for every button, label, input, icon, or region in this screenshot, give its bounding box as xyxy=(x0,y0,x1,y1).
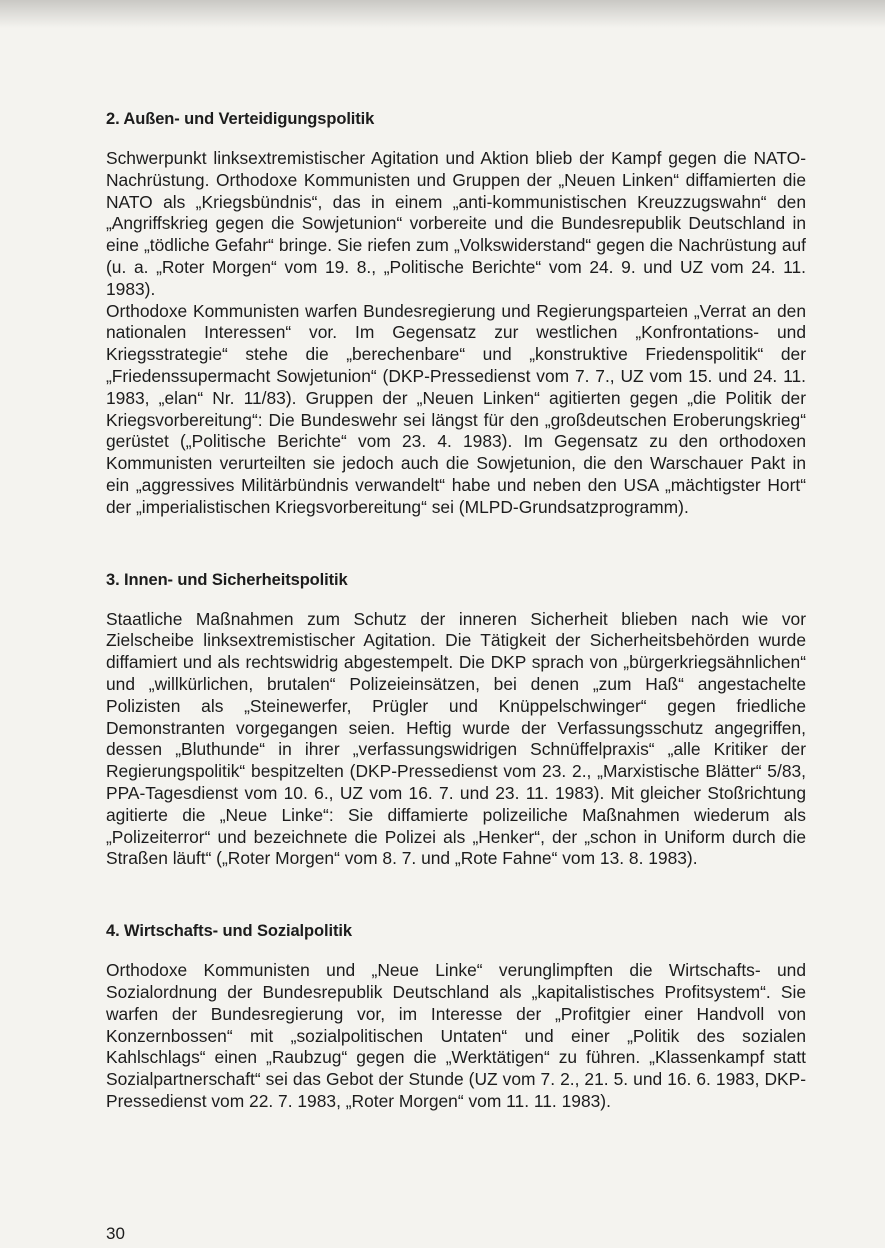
section-economic-social-policy xyxy=(106,920,806,1113)
paragraph: Staatliche Maßnahmen zum Schutz der inneren Sicherheit blieben nach wie vor Zielscheibe linksextremistischer Agitation. Die Tätigkeit der Sicherheitsbehörden wurde diffamiert und als rechtswidrig abgestempelt. Die DKP sprach von „bürgerkriegsähnlichen“ und „willkürlichen, brutalen“ Polizeieinsätzen, bei denen „zum Haß“ angestachelte Polizisten als „Steinewerfer, Prügler und Knüppelschwinger“ gegen friedliche Demonstranten vorgegangen seien. Heftig wurde der Verfassungsschutz angegriffen, dessen „Bluthunde“ in ihrer „verfassungswidrigen Schnüffelpraxis“ „alle Kritiker der Regierungspolitik“ bespitzelten (DKP-Pressedienst vom 23. 2., „Marxistische Blätter“ 5/83, PPA-Tagesdienst vom 10. 6., UZ vom 16. 7. und 23. 11. 1983). Mit gleicher Stoßrichtung agitierte die „Neue Linke“: Sie diffamierte polizeiliche Maßnahmen wiederum als „Polizeiterror“ und bezeichnete die Polizei als „Henker“, der „schon in Uniform durch die Straßen läuft“ („Roter Morgen“ vom 8. 7. und „Rote Fahne“ vom 13. 8. 1983). xyxy=(106,608,806,869)
document-page xyxy=(106,108,806,1113)
section-heading: 2. Außen- und Verteidigungspolitik xyxy=(106,110,375,128)
scan-top-edge xyxy=(0,0,885,28)
section-heading: 4. Wirtschafts- und Sozialpolitik xyxy=(106,922,352,941)
paragraph: Schwerpunkt linksextremistischer Agitation und Aktion blieb der Kampf gegen die NATO-Nachrüstung. Orthodoxe Kommunisten und Gruppen der „Neuen Linken“ diffamierten die NATO als „Kriegsbündnis“, das in einem „anti-kommunistischen Kreuzzugswahn“ den „Angriffskrieg gegen die Sowjetunion“ vorbereite und die Bundesrepublik Deutschland in eine „tödliche Gefahr“ bringe. Sie riefen zum „Volkswiderstand“ gegen die Nachrüstung auf (u. a. „Roter Morgen“ vom 19. 8., „Politische Berichte“ vom 24. 9. und UZ vom 24. 11. 1983). xyxy=(106,148,806,299)
page-number: 30 xyxy=(106,1224,125,1243)
section-interior-security-policy xyxy=(106,569,806,871)
paragraph: Orthodoxe Kommunisten warfen Bundesregierung und Regierungsparteien „Verrat an den nationalen Interessen“ vor. Im Gegensatz zur westlichen „Konfrontations- und Kriegsstrategie“ stehe die „berechenbare“ und „konstruktive Friedenspolitik“ der „Friedenssupermacht Sowjetunion“ (DKP-Pressedienst vom 7. 7., UZ vom 15. und 24. 11. 1983, „elan“ Nr. 11/83). Gruppen der „Neuen Linken“ agitierten gegen „die Politik der Kriegsvorbereitung“: Die Bundeswehr sei längst für den „großdeutschen Eroberungskrieg“ gerüstet („Politische Berichte“ vom 23. 4. 1983). Im Gegensatz zu den orthodoxen Kommunisten verurteilten sie jedoch auch die Sowjetunion, die den Warschauer Pakt in ein „aggressives Militärbündnis verwandelt“ habe und neben den USA „mächtigster Hort“ der „imperialistischen Kriegsvorbereitung“ sei (MLPD-Grundsatzprogramm). xyxy=(106,300,806,517)
section-foreign-defense-policy xyxy=(106,108,806,519)
section-heading: 3. Innen- und Sicherheitspolitik xyxy=(106,570,348,589)
paragraph: Orthodoxe Kommunisten und „Neue Linke“ verunglimpften die Wirtschafts- und Sozialordnung der Bundesrepublik Deutschland als „kapitalistisches Profitsystem“. Sie warfen der Bundesregierung vor, im Interesse der „Profitgier einer Handvoll von Konzernbossen“ mit „sozialpolitischen Untaten“ und einer „Politik des sozialen Kahlschlags“ einen „Raubzug“ gegen die „Werktätigen“ zu führen. „Klassenkampf statt Sozialpartnerschaft“ sei das Gebot der Stunde (UZ vom 7. 2., 21. 5. und 16. 6. 1983, DKP-Pressedienst vom 22. 7. 1983, „Roter Morgen“ vom 11. 11. 1983). xyxy=(106,960,806,1111)
